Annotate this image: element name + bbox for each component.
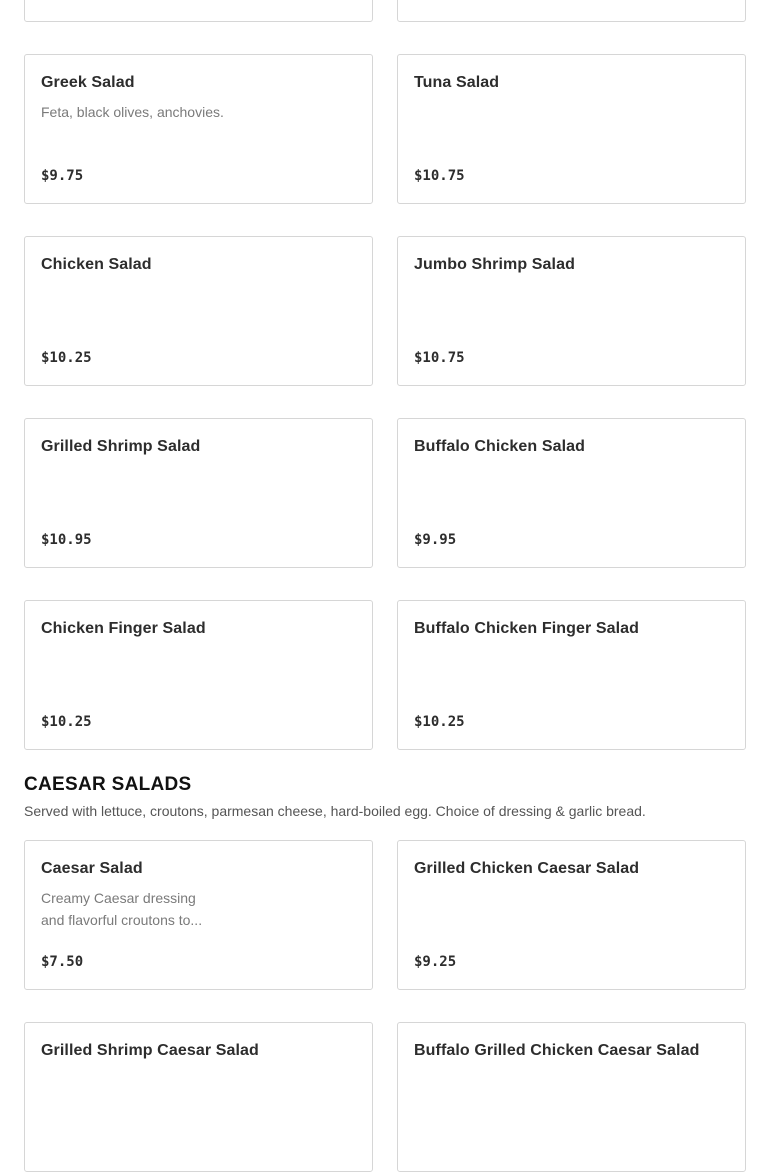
- menu-item-card[interactable]: [397, 236, 746, 386]
- item-name: Buffalo Grilled Chicken Caesar Salad: [414, 1042, 700, 1059]
- menu-item-card[interactable]: [24, 840, 373, 990]
- menu-item-card[interactable]: [397, 418, 746, 568]
- item-price: $10.25: [41, 350, 92, 366]
- item-name: Buffalo Chicken Finger Salad: [414, 620, 640, 637]
- item-price: $10.25: [414, 714, 465, 730]
- item-description: Creamy Caesar dressing and flavorful croutons to...: [41, 890, 203, 928]
- menu-item-card[interactable]: [397, 54, 746, 204]
- menu-item-card[interactable]: [397, 600, 746, 750]
- item-price: $10.75: [414, 350, 465, 366]
- menu-item-card[interactable]: [397, 0, 746, 22]
- item-name: Chicken Salad: [41, 256, 152, 273]
- caesar-grid: [24, 840, 746, 1172]
- item-name: Grilled Shrimp Salad: [41, 438, 201, 455]
- item-price: $9.95: [414, 532, 457, 548]
- menu-item-card[interactable]: [24, 600, 373, 750]
- menu-item-card[interactable]: [24, 418, 373, 568]
- item-name: Grilled Shrimp Caesar Salad: [41, 1042, 259, 1059]
- item-price: $9.25: [414, 954, 457, 970]
- item-name: Caesar Salad: [41, 860, 143, 877]
- item-price: $10.95: [41, 532, 92, 548]
- item-price: $9.75: [41, 168, 84, 184]
- item-description: Feta, black olives, anchovies.: [41, 104, 224, 120]
- item-price: $7.50: [41, 954, 84, 970]
- item-name: Buffalo Chicken Salad: [414, 438, 586, 455]
- item-price: $10.25: [41, 714, 92, 730]
- item-name: Tuna Salad: [414, 74, 500, 91]
- section-description-caesar: Served with lettuce, croutons, parmesan cheese, hard-boiled egg. Choice of dressing & garlic bread.: [24, 803, 646, 819]
- menu-item-card[interactable]: [24, 1022, 373, 1172]
- item-name: Jumbo Shrimp Salad: [414, 256, 575, 273]
- menu-item-card[interactable]: [397, 840, 746, 990]
- top-partial-row: [24, 0, 746, 22]
- item-name: Grilled Chicken Caesar Salad: [414, 860, 640, 877]
- section-title-caesar: CAESAR SALADS: [24, 774, 192, 795]
- item-price: $10.75: [414, 168, 465, 184]
- salads-grid: [24, 54, 746, 750]
- menu-item-card[interactable]: [397, 1022, 746, 1172]
- menu-item-card[interactable]: [24, 54, 373, 204]
- menu-item-card[interactable]: [24, 0, 373, 22]
- menu-item-card[interactable]: [24, 236, 373, 386]
- item-name: Greek Salad: [41, 74, 135, 91]
- item-name: Chicken Finger Salad: [41, 620, 206, 637]
